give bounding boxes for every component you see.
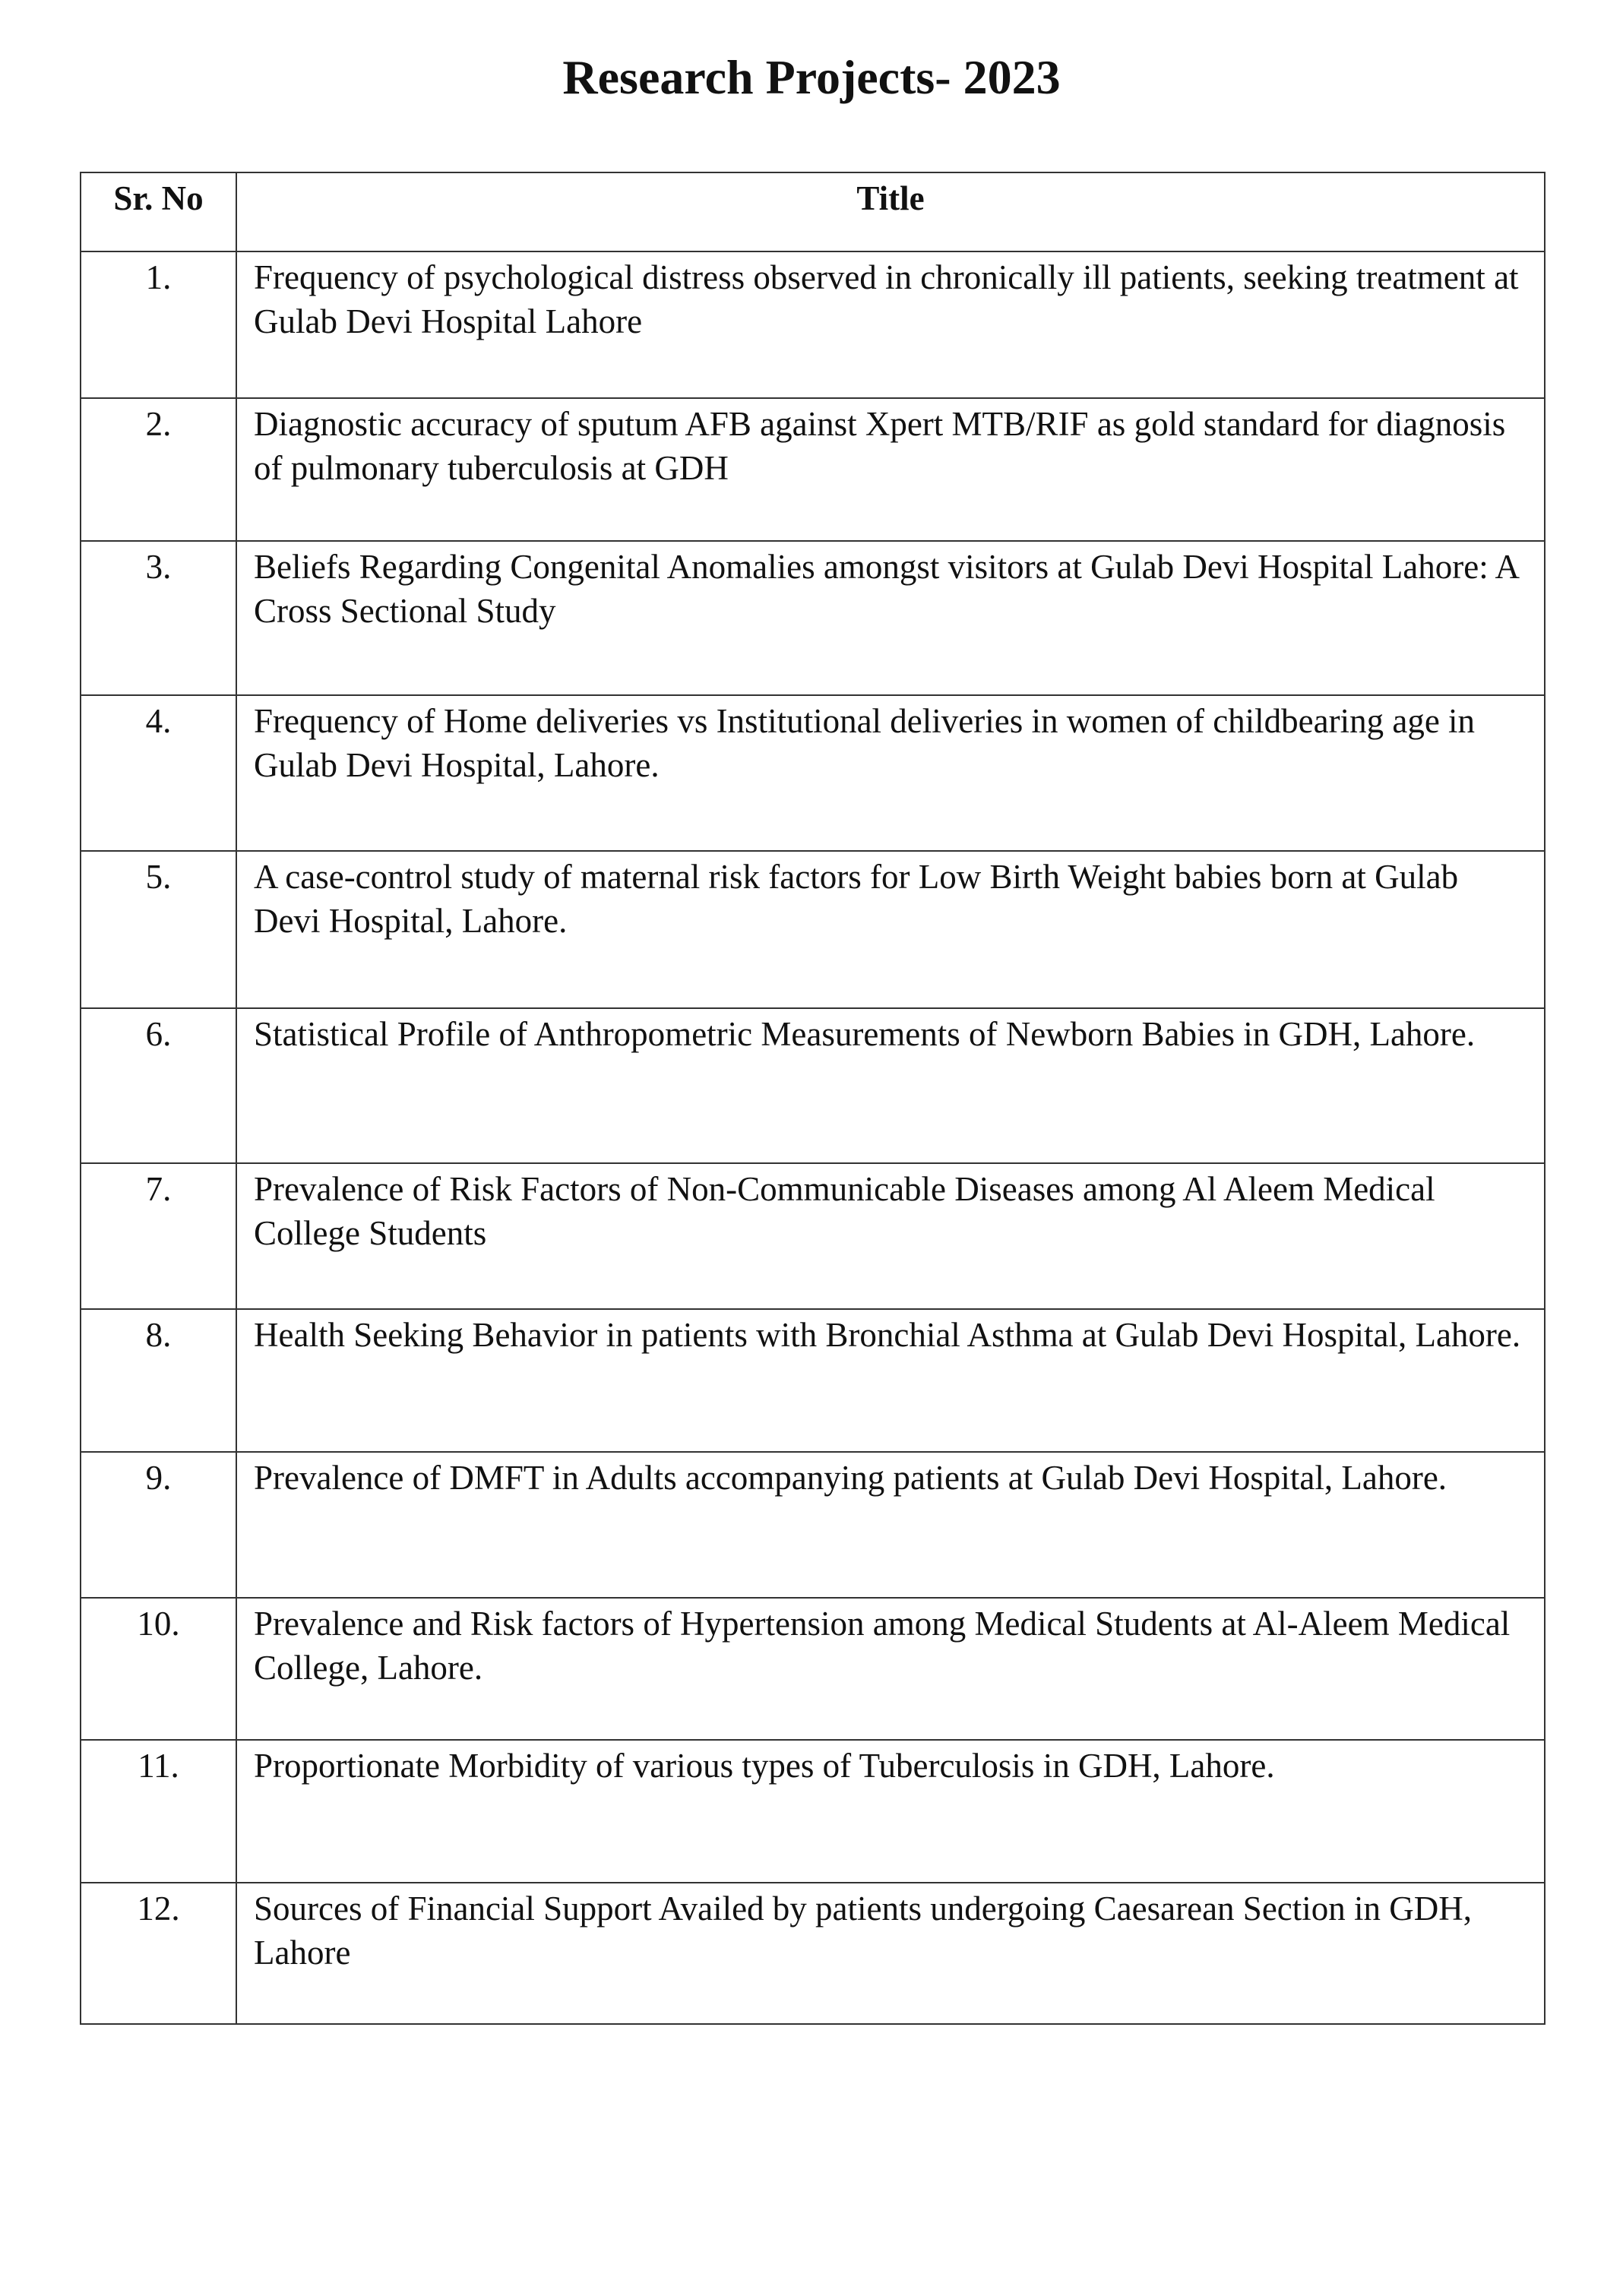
table-row xyxy=(81,1309,1545,1452)
table-row xyxy=(81,1740,1545,1883)
project-title-cell: Beliefs Regarding Congenital Anomalies amongst visitors at Gulab Devi Hospital Lahore: A Cross Sectional Study xyxy=(236,541,1545,695)
project-title-cell: Prevalence of Risk Factors of Non-Communicable Diseases among Al Aleem Medical College Students xyxy=(236,1163,1545,1309)
serial-number-cell: 3. xyxy=(81,541,236,695)
table-row xyxy=(81,541,1545,695)
serial-number-cell: 5. xyxy=(81,851,236,1008)
project-title-cell: Frequency of psychological distress observed in chronically ill patients, seeking treatment at Gulab Devi Hospital Lahore xyxy=(236,251,1545,398)
project-title-cell: Prevalence and Risk factors of Hypertension among Medical Students at Al-Aleem Medical College, Lahore. xyxy=(236,1598,1545,1740)
table-row xyxy=(81,851,1545,1008)
page-title: Research Projects- 2023 xyxy=(562,50,1061,104)
table-row xyxy=(81,695,1545,851)
project-title-cell: Proportionate Morbidity of various types of Tuberculosis in GDH, Lahore. xyxy=(236,1740,1545,1883)
project-title-cell: A case-control study of maternal risk factors for Low Birth Weight babies born at Gulab Devi Hospital, Lahore. xyxy=(236,851,1545,1008)
table-row xyxy=(81,1163,1545,1309)
table-row xyxy=(81,251,1545,398)
table-header-row xyxy=(81,172,1545,251)
project-title-cell: Prevalence of DMFT in Adults accompanying patients at Gulab Devi Hospital, Lahore. xyxy=(236,1452,1545,1598)
table-row xyxy=(81,1452,1545,1598)
serial-number-cell: 11. xyxy=(81,1740,236,1883)
table-row xyxy=(81,1008,1545,1163)
column-header-title: Title xyxy=(236,172,1545,251)
serial-number-cell: 7. xyxy=(81,1163,236,1309)
serial-number-cell: 12. xyxy=(81,1883,236,2024)
serial-number-cell: 8. xyxy=(81,1309,236,1452)
serial-number-cell: 10. xyxy=(81,1598,236,1740)
table-row xyxy=(81,1883,1545,2024)
project-title-cell: Sources of Financial Support Availed by patients undergoing Caesarean Section in GDH, Lahore xyxy=(236,1883,1545,2024)
project-title-cell: Frequency of Home deliveries vs Institutional deliveries in women of childbearing age in Gulab Devi Hospital, Lahore. xyxy=(236,695,1545,851)
serial-number-cell: 6. xyxy=(81,1008,236,1163)
serial-number-cell: 9. xyxy=(81,1452,236,1598)
table-row xyxy=(81,398,1545,541)
project-title-cell: Health Seeking Behavior in patients with Bronchial Asthma at Gulab Devi Hospital, Lahore. xyxy=(236,1309,1545,1452)
column-header-sr-no: Sr. No xyxy=(81,172,236,251)
project-title-cell: Diagnostic accuracy of sputum AFB against Xpert MTB/RIF as gold standard for diagnosis of pulmonary tuberculosis at GDH xyxy=(236,398,1545,541)
table-row xyxy=(81,1598,1545,1740)
serial-number-cell: 2. xyxy=(81,398,236,541)
research-projects-table xyxy=(80,172,1545,2025)
serial-number-cell: 4. xyxy=(81,695,236,851)
serial-number-cell: 1. xyxy=(81,251,236,398)
project-title-cell: Statistical Profile of Anthropometric Measurements of Newborn Babies in GDH, Lahore. xyxy=(236,1008,1545,1163)
